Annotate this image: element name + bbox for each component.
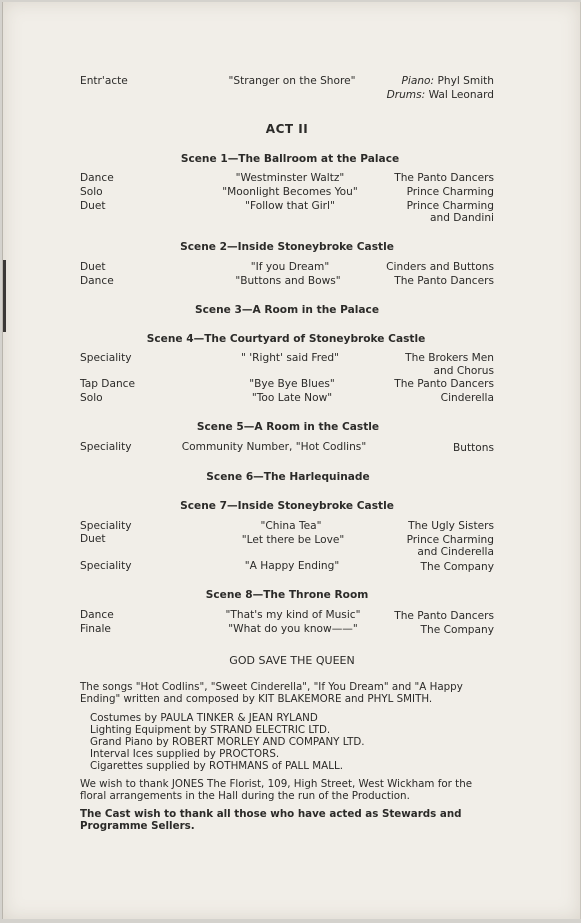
scene-2-title: Scene 2—Inside Stoneybroke Castle: [180, 241, 394, 253]
item-performer: The Panto Dancers: [394, 378, 494, 390]
item-song: Community Number, "Hot Codlins": [181, 441, 367, 453]
drums-role: Drums:: [386, 89, 426, 101]
songs-credit-line-2: Ending" written and composed by KIT BLAKEMORE and PHYL SMITH.: [80, 693, 433, 705]
item-song: "That's my kind of Music": [225, 609, 361, 621]
item-song: " 'Right' said Fred": [241, 352, 339, 364]
scene-3-title: Scene 3—A Room in the Palace: [194, 304, 380, 316]
item-song: "Bye Bye Blues": [249, 378, 335, 390]
anthem: GOD SAVE THE QUEEN: [229, 654, 355, 667]
credit-line: Lighting Equipment by STRAND ELECTRIC LTD.: [90, 724, 331, 736]
piano-name: Phyl Smith: [434, 75, 494, 87]
item-song: "Too Late Now": [251, 392, 333, 404]
item-song: "Westminster Waltz": [235, 172, 345, 184]
songs-credit-line-1: The songs "Hot Codlins", "Sweet Cinderella", "If You Dream" and "A Happy: [80, 681, 463, 693]
item-performer: Prince Charming: [406, 186, 494, 198]
act-title: ACT II: [265, 122, 309, 136]
item-song: "If you Dream": [250, 261, 330, 273]
item-performer: The Company: [420, 561, 494, 573]
item-type: Solo: [80, 392, 103, 404]
thanks-line-1: We wish to thank JONES The Florist, 109, High Street, West Wickham for the: [80, 778, 473, 790]
item-type: Speciality: [80, 352, 132, 364]
item-type: Speciality: [80, 520, 132, 532]
credit-line: Costumes by PAULA TINKER & JEAN RYLAND: [90, 712, 318, 724]
item-performer-cont: and Chorus: [433, 365, 494, 377]
item-performer: Prince Charming: [406, 200, 494, 212]
item-type: Tap Dance: [80, 378, 136, 390]
item-type: Duet: [80, 261, 106, 273]
item-song: "What do you know——": [228, 623, 358, 635]
scene-6-title: Scene 6—The Harlequinade: [206, 471, 370, 483]
item-song: "A Happy Ending": [244, 560, 340, 572]
item-song: "Buttons and Bows": [235, 275, 341, 287]
item-type: Dance: [80, 275, 114, 287]
scene-7-title: Scene 7—Inside Stoneybroke Castle: [180, 500, 394, 512]
cast-thanks-line-1: The Cast wish to thank all those who have acted as Stewards and: [80, 808, 462, 820]
item-performer: The Panto Dancers: [394, 610, 494, 622]
item-song: "Let there be Love": [241, 534, 345, 546]
item-performer: The Company: [420, 624, 494, 636]
item-performer-cont: and Cinderella: [417, 546, 494, 558]
binding-mark: [3, 260, 6, 332]
item-performer-cont: and Dandini: [430, 212, 494, 224]
scene-1-title: Scene 1—The Ballroom at the Palace: [180, 153, 400, 165]
drums-name: Wal Leonard: [425, 89, 494, 101]
entracte-label: Entr'acte: [80, 75, 128, 87]
credit-line: Cigarettes supplied by ROTHMANS of PALL MALL.: [90, 760, 343, 772]
item-song: "China Tea": [260, 520, 322, 532]
item-type: Solo: [80, 186, 103, 198]
scene-5-title: Scene 5—A Room in the Castle: [196, 421, 380, 433]
item-song: "Moonlight Becomes You": [222, 186, 358, 198]
item-performer: Cinders and Buttons: [386, 261, 494, 273]
entracte-title: "Stranger on the Shore": [228, 75, 356, 87]
scene-8-title: Scene 8—The Throne Room: [205, 589, 369, 601]
entracte-credit-drums: [334, 89, 494, 102]
thanks-line-2: floral arrangements in the Hall during the run of the Production.: [80, 790, 410, 802]
credit-line: Interval Ices supplied by PROCTORS.: [90, 748, 280, 760]
item-performer: The Brokers Men: [405, 352, 494, 364]
entracte-credit-piano: [334, 75, 494, 88]
item-type: Speciality: [80, 560, 132, 572]
scene-4-title: Scene 4—The Courtyard of Stoneybroke Castle: [146, 333, 426, 345]
piano-role: Piano:: [401, 75, 435, 87]
item-type: Duet: [80, 200, 106, 212]
item-type: Dance: [80, 609, 114, 621]
item-performer: The Ugly Sisters: [408, 520, 494, 532]
item-type: Speciality: [80, 441, 132, 453]
item-type: Duet: [80, 533, 106, 545]
item-type: Finale: [80, 623, 111, 635]
item-type: Dance: [80, 172, 114, 184]
cast-thanks-line-2: Programme Sellers.: [80, 820, 195, 832]
item-performer: Buttons: [452, 442, 494, 454]
item-performer: The Panto Dancers: [394, 275, 494, 287]
item-performer: Cinderella: [440, 392, 494, 404]
item-performer: Prince Charming: [406, 534, 494, 546]
credit-line: Grand Piano by ROBERT MORLEY AND COMPANY LTD.: [90, 736, 365, 748]
item-performer: The Panto Dancers: [394, 172, 494, 184]
programme-page: [2, 2, 581, 919]
item-song: "Follow that Girl": [245, 200, 335, 212]
